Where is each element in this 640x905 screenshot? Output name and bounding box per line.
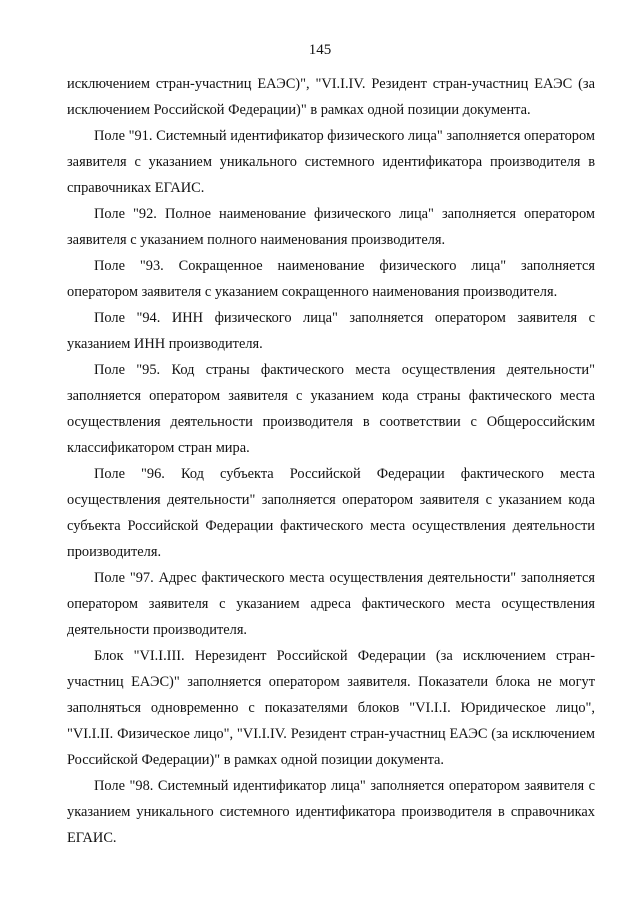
paragraph: Поле "91. Системный идентификатор физического лица" заполняется оператором заявителя с указанием уникального системного идентификатора производителя в справочниках ЕГАИС. [67, 128, 595, 196]
paragraph: Поле "92. Полное наименование физического лица" заполняется оператором заявителя с указанием полного наименования производителя. [67, 206, 595, 248]
paragraph: Поле "93. Сокращенное наименование физического лица" заполняется оператором заявителя с указанием сокращенного наименования производителя. [67, 258, 595, 300]
paragraph: исключением стран-участниц ЕАЭС)", "VI.I.IV. Резидент стран-участниц ЕАЭС (за исключением Российской Федерации)" в рамках одной позиции документа. [67, 76, 595, 118]
document-body [67, 71, 595, 851]
paragraph: Поле "97. Адрес фактического места осуществления деятельности" заполняется оператором заявителя с указанием адреса фактического места осуществления деятельности производителя. [67, 570, 595, 638]
paragraph: Поле "98. Системный идентификатор лица" заполняется оператором заявителя с указанием уникального системного идентификатора производителя в справочниках ЕГАИС. [67, 778, 595, 846]
paragraph: Поле "94. ИНН физического лица" заполняется оператором заявителя с указанием ИНН производителя. [67, 310, 595, 352]
paragraph: Поле "95. Код страны фактического места осуществления деятельности" заполняется оператором заявителя с указанием кода страны фактического места осуществления деятельности производителя в соответствии с Общероссийским классификатором стран мира. [67, 362, 595, 456]
paragraph: Блок "VI.I.III. Нерезидент Российской Федерации (за исключением стран-участниц ЕАЭС)" заполняется оператором заявителя. Показатели блока не могут заполняться одновременно с показателями блоков "VI.I.I. Юридическое лицо", "VI.I.II. Физическое лицо", "VI.I.IV. Резидент стран-участниц ЕАЭС (за исключением Российской Федерации)" в рамках одной позиции документа. [67, 648, 595, 768]
paragraph: Поле "96. Код субъекта Российской Федерации фактического места осуществления деятельности" заполняется оператором заявителя с указанием кода субъекта Российской Федерации фактического места осуществления деятельности производителя. [67, 466, 595, 560]
page-number: 145 [308, 42, 332, 58]
